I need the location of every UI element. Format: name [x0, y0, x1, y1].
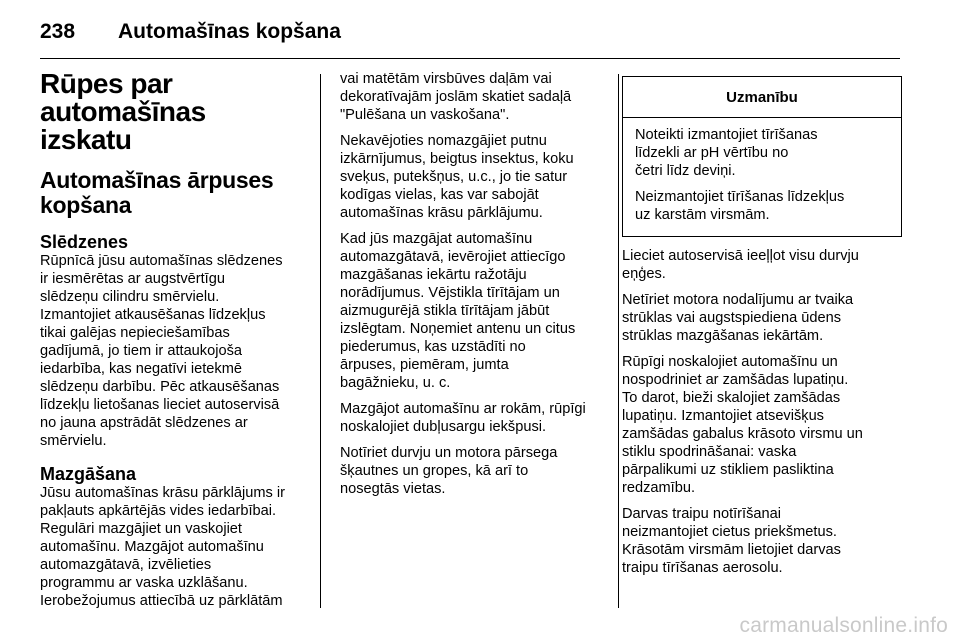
caution-title: Uzmanību [623, 77, 901, 118]
washing-heading: Mazgāšana [40, 464, 137, 484]
running-head: Automašīnas kopšana [118, 20, 341, 43]
washing-text: Jūsu automašīnas krāsu pārklājums ir pakļauts apkārtējās vides iedarbībai. Regulāri mazgājiet un vaskojiet automašīnu. Mazgājot automašīnu automazgātavā, izvēlieties programmu ar vaska uzklāšanu. Ierobežojumus attiecībā uz pārklātām [40, 485, 285, 609]
watermark: carmanualsonline.info [739, 614, 948, 637]
column-divider-1 [320, 74, 321, 608]
header-rule [40, 58, 900, 59]
col2-paragraph: Kad jūs mazgājat automašīnu automazgātavā, ievērojiet attiecīgo mazgāšanas iekārtu ražotāju norādījumus. Vējstikla tīrītājam un aizmugurējā stikla tīrītājam jābūt izslēgtam. Noņemiet antenu un citus piederumus, kas uzstādīti no ārpuses, piemēram, jumta bagāžnieku, u. c. [340, 231, 576, 391]
section-title: Automašīnas ārpuses kopšana [40, 167, 274, 218]
col3-paragraph: Rūpīgi noskalojiet automašīnu un nospodriniet ar zamšādas lupatiņu. To darot, bieži skalojiet zamšādas lupatiņu. Izmantojiet atsevišķus zamšādas gabalus krāsoto virsmu un stiklu spodrināšanai: vaska pārpalikumi uz stikliem pasliktina redzamību. [622, 354, 863, 496]
column-3 [622, 76, 902, 585]
col2-paragraph: vai matētām virsbūves daļām vai dekoratīvajām joslām skatiet sadaļā "Pulēšana un vaskošana". [340, 71, 572, 123]
column-divider-2 [618, 74, 619, 608]
col2-paragraph: Mazgājot automašīnu ar rokām, rūpīgi noskalojiet dubļusargu iekšpusi. [340, 401, 586, 435]
page-number: 238 [40, 20, 76, 43]
locks-heading: Slēdzenes [40, 232, 129, 252]
column-1 [40, 70, 306, 610]
column-2 [340, 70, 606, 506]
col2-paragraph: Nekavējoties nomazgājiet putnu izkārnījumus, beigtus insektus, koku sveķus, putekšņus, u.c., jo tie satur kodīgas vielas, kas var sabojāt automašīnas krāsu pārklājumu. [340, 133, 574, 221]
chapter-title: Rūpes par automašīnas izskatu [40, 68, 206, 155]
col3-paragraph: Darvas traipu notīrīšanai neizmantojiet cietus priekšmetus. Krāsotām virsmām lietojiet darvas traipu tīrīšanas aerosolu. [622, 506, 841, 576]
col2-paragraph: Notīriet durvju un motora pārsega šķautnes un gropes, kā arī to nosegtās vietas. [340, 445, 558, 497]
col3-paragraph: Netīriet motora nodalījumu ar tvaika strūklas vai augstspiediena ūdens strūklas mazgāšanas iekārtām. [622, 292, 854, 344]
page-header [40, 12, 920, 52]
caution-body [623, 118, 901, 236]
caution-box [622, 76, 902, 237]
locks-text: Rūpnīcā jūsu automašīnas slēdzenes ir iesmērētas ar augstvērtīgu slēdzeņu cilindru smērvielu. Izmantojiet atkausēšanas līdzekļus tikai galējas nepieciešamības gadījumā, jo tiem ir attaukojoša iedarbība, kas negatīvi ietekmē slēdzeņu darbību. Pēc atkausēšanas līdzekļu lietošanas lieciet autoservisā no jauna apstrādāt slēdzenes ar smērvielu. [40, 253, 283, 449]
caution-paragraph: Noteikti izmantojiet tīrīšanas līdzekli ar pH vērtību no četri līdz deviņi. [635, 127, 818, 179]
col3-paragraph: Lieciet autoservisā ieeļļot visu durvju eņģes. [622, 248, 859, 282]
caution-paragraph: Neizmantojiet tīrīšanas līdzekļus uz karstām virsmām. [635, 189, 845, 223]
